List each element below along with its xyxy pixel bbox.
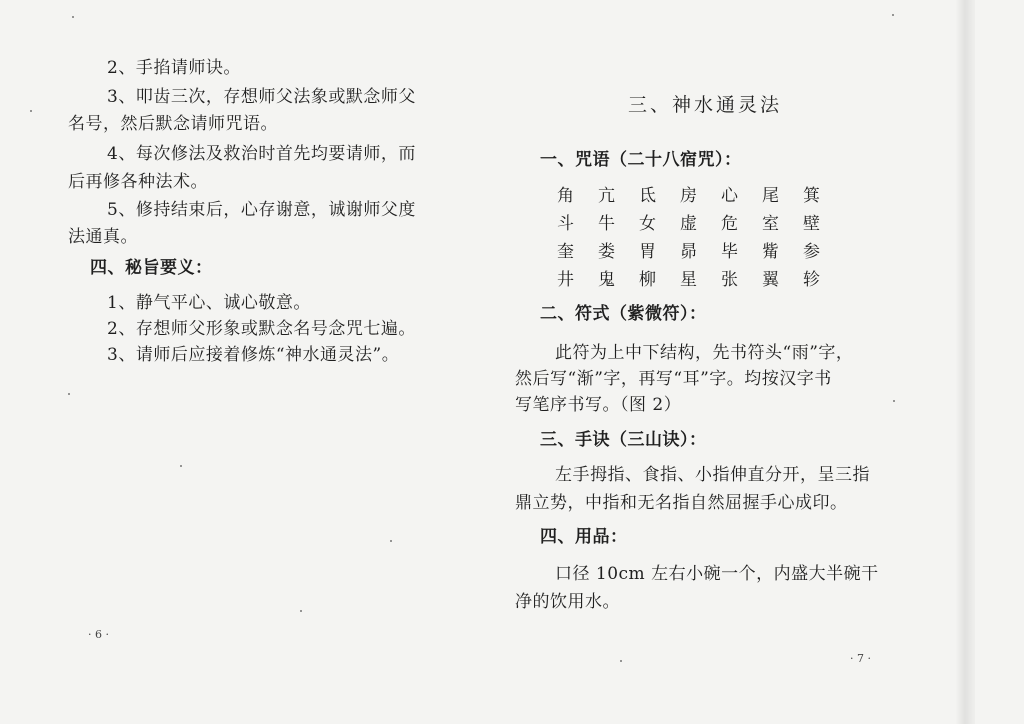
left-line-2: 3、叩齿三次，存想师父法象或默念师父	[107, 87, 416, 107]
right-page-number: · 7 ·	[850, 652, 871, 665]
talisman-line-3: 写笔序书写。（图 2）	[515, 395, 682, 415]
mantra-char: 轸	[803, 270, 820, 290]
scan-speck	[892, 14, 894, 16]
mantra-char: 翼	[762, 270, 779, 290]
scan-speck	[390, 540, 392, 542]
mantra-char: 胃	[639, 242, 656, 262]
scan-speck	[72, 16, 74, 18]
mantra-char: 危	[721, 214, 738, 234]
mantra-char: 张	[721, 270, 738, 290]
scan-speck	[300, 610, 302, 612]
mantra-char: 娄	[598, 242, 615, 262]
mantra-char: 亢	[598, 186, 615, 206]
items-line-1: 口径 10cm 左右小碗一个，内盛大半碗干	[555, 564, 879, 584]
scan-speck	[893, 400, 895, 402]
mantra-char: 井	[557, 270, 574, 290]
talisman-line-1: 此符为上中下结构，先书符头“雨”字，	[555, 343, 854, 363]
mantra-row-2	[545, 212, 832, 236]
mantra-char: 奎	[557, 242, 574, 262]
scan-speck	[30, 110, 32, 112]
chapter-title: 三、神水通灵法	[628, 94, 783, 116]
items-line-2: 净的饮用水。	[515, 592, 620, 612]
section4-item-1: 1、静气平心、诚心敬意。	[107, 293, 311, 313]
mantra-char: 柳	[639, 270, 656, 290]
page-edge-shadow	[955, 0, 975, 724]
mantra-char: 星	[680, 270, 697, 290]
talisman-line-2: 然后写“渐”字，再写“耳”字。均按汉字书	[515, 369, 832, 389]
mantra-char: 房	[680, 186, 697, 206]
mantra-char: 壁	[803, 214, 820, 234]
left-line-4: 4、每次修法及救治时首先均要请师，而	[107, 144, 416, 164]
mantra-char: 氐	[639, 186, 656, 206]
mantra-char: 虚	[680, 214, 697, 234]
mantra-char: 角	[557, 186, 574, 206]
mantra-char: 斗	[557, 214, 574, 234]
mantra-char: 尾	[762, 186, 779, 206]
left-line-5: 后再修各种法术。	[68, 172, 208, 192]
mantra-char: 心	[721, 186, 738, 206]
section4-item-2: 2、存想师父形象或默念名号念咒七遍。	[107, 319, 416, 339]
mantra-char: 室	[762, 214, 779, 234]
mantra-row-3	[545, 240, 832, 264]
mudra-heading: 三、手诀（三山诀）：	[540, 430, 707, 450]
mantra-char: 昴	[680, 242, 697, 262]
mantra-char: 毕	[721, 242, 738, 262]
scan-speck	[620, 660, 622, 662]
left-line-6: 5、修持结束后，心存谢意，诚谢师父度	[107, 200, 416, 220]
left-line-7: 法通真。	[68, 227, 138, 247]
scan-speck	[180, 465, 182, 467]
mantra-row-1	[545, 184, 832, 208]
mantra-char: 女	[639, 214, 656, 234]
left-page-number: · 6 ·	[88, 628, 109, 641]
talisman-heading: 二、符式（紫微符）：	[540, 304, 707, 324]
mantra-char: 鬼	[598, 270, 615, 290]
mudra-line-2: 鼎立势，中指和无名指自然屈握手心成印。	[515, 493, 848, 513]
mantra-heading: 一、咒语（二十八宿咒）：	[540, 150, 742, 170]
left-line-3: 名号，然后默念请师咒语。	[68, 114, 278, 134]
mantra-char: 箕	[803, 186, 820, 206]
section4-heading: 四、秘旨要义：	[90, 258, 213, 278]
mantra-char: 参	[803, 242, 820, 262]
section4-item-3: 3、请师后应接着修炼“神水通灵法”。	[107, 345, 400, 365]
items-heading: 四、用品：	[540, 527, 628, 547]
left-line-1: 2、手掐请师诀。	[107, 58, 241, 78]
mantra-row-4	[545, 268, 832, 292]
mudra-line-1: 左手拇指、食指、小指伸直分开，呈三指	[555, 465, 870, 485]
scan-speck	[68, 393, 70, 395]
mantra-char: 觜	[762, 242, 779, 262]
mantra-char: 牛	[598, 214, 615, 234]
